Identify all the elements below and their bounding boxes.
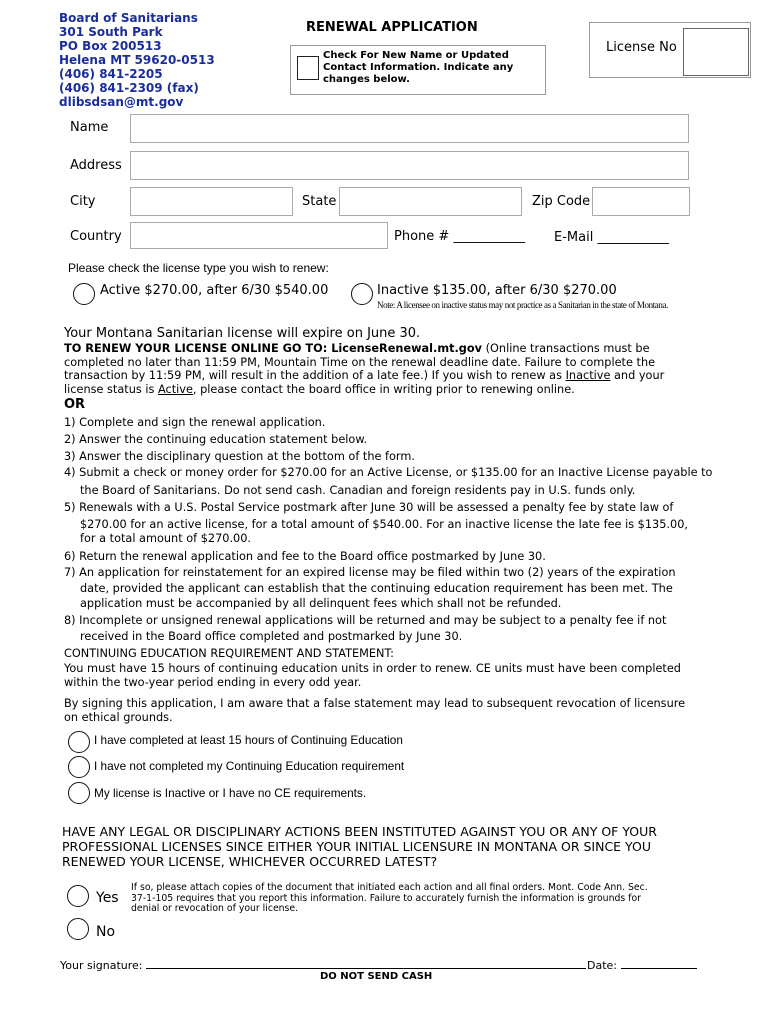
online-active-word: Active	[157, 382, 193, 396]
city-label: City	[70, 194, 96, 209]
step-5b: $270.00 for an active license, for a total amount of $540.00. For an inactive license the late fee is $135.00,	[80, 518, 688, 531]
inactive-radio[interactable]	[351, 283, 373, 305]
discipline-note-3: denial or revocation of your license.	[131, 903, 299, 914]
discipline-question	[62, 824, 657, 869]
step-8b: received in the Board office completed and postmarked by June 30.	[80, 630, 463, 643]
online-line4a: license status is	[64, 382, 158, 396]
step-3: 3) Answer the disciplinary question at the bottom of the form.	[64, 450, 415, 463]
discipline-yes-label: Yes	[96, 890, 119, 906]
zip-label: Zip Code	[532, 194, 591, 209]
signature-line[interactable]	[146, 958, 586, 969]
discipline-no-label: No	[96, 924, 116, 940]
ce-not-completed-radio[interactable]	[68, 756, 90, 778]
license-no-label: License No	[606, 40, 677, 55]
step-4a: 4) Submit a check or money order for $270.00 for an Active License, or $135.00 for an Inactive License payable to	[64, 466, 713, 479]
address-label: Address	[70, 158, 122, 173]
form-title: RENEWAL APPLICATION	[306, 20, 478, 35]
online-inactive-word: Inactive	[565, 369, 611, 383]
discipline-note-2: 37-1-105 requires that you report this information. Failure to accurately furnish the information is grounds for	[131, 892, 641, 904]
zip-input[interactable]	[592, 187, 690, 216]
state-label: State	[302, 194, 337, 209]
update-info-checkbox[interactable]	[297, 56, 319, 80]
expire-notice: Your Montana Sanitarian license will expire on June 30.	[64, 326, 421, 341]
email-label-text: E-Mail	[554, 230, 594, 245]
phone-label-text: Phone #	[394, 229, 450, 244]
ce-line-1: You must have 15 hours of continuing education units in order to renew. CE units must have been completed	[64, 662, 681, 675]
online-line1: (Online transactions must be	[482, 342, 650, 355]
active-radio[interactable]	[73, 283, 95, 305]
online-line3a: transaction by 11:59 PM, will result in the addition of a late fee.) If you wish to renew as	[64, 369, 566, 383]
online-line2: completed no later than 11:59 PM, Mountain Time on the renewal deadline date. Failure to complete the	[64, 355, 656, 369]
state-input[interactable]	[339, 187, 522, 216]
board-fax: (406) 841-2309 (fax)	[59, 81, 199, 95]
online-line4b: , please contact the board office in writing prior to renewing online.	[192, 382, 575, 396]
country-input[interactable]	[130, 222, 388, 249]
ce-heading: CONTINUING EDUCATION REQUIREMENT AND STATEMENT:	[64, 647, 394, 660]
board-contact	[59, 11, 215, 109]
phone-input[interactable]: ___________	[453, 229, 525, 244]
signature-row	[60, 958, 586, 972]
step-5a: 5) Renewals with a U.S. Postal Service postmark after June 30 will be assessed a penalty fee by state law of	[64, 501, 674, 514]
ce-inactive-label: My license is Inactive or I have no CE requirements.	[94, 786, 367, 800]
ce-inactive-radio[interactable]	[68, 782, 90, 804]
step-8a: 8) Incomplete or unsigned renewal applications will be returned and may be subject to a penalty fee if not	[64, 614, 667, 627]
ce-not-completed-label: I have not completed my Continuing Education requirement	[94, 759, 405, 773]
step-4b: the Board of Sanitarians. Do not send cash. Canadian and foreign residents pay in U.S. funds only.	[80, 484, 636, 497]
ce-line-2: within the two-year period ending in every odd year.	[64, 676, 362, 689]
license-no-input[interactable]	[683, 28, 749, 76]
ce-completed-radio[interactable]	[68, 731, 90, 753]
step-6: 6) Return the renewal application and fee to the Board office postmarked by June 30.	[64, 550, 546, 563]
step-7c: application must be accompanied by all delinquent fees which shall not be refunded.	[80, 597, 562, 610]
or-divider: OR	[64, 397, 86, 412]
email-label	[554, 230, 669, 245]
discipline-note	[131, 883, 648, 915]
discipline-q1: HAVE ANY LEGAL OR DISCIPLINARY ACTIONS BEEN INSTITUTED AGAINST YOU OR ANY OF YOUR	[62, 824, 657, 839]
date-line[interactable]	[621, 958, 697, 969]
email-input[interactable]: ___________	[597, 230, 669, 245]
online-heading: TO RENEW YOUR LICENSE ONLINE GO TO: LicenseRenewal.mt.gov	[64, 342, 483, 355]
discipline-q2: PROFESSIONAL LICENSES SINCE EITHER YOUR INITIAL LICENSURE IN MONTANA OR SINCE YOU	[62, 839, 651, 854]
address-input[interactable]	[130, 151, 689, 180]
step-1: 1) Complete and sign the renewal application.	[64, 416, 326, 429]
board-address-1: 301 South Park	[59, 25, 163, 39]
step-7a: 7) An application for reinstatement for an expired license may be filed within two (2) years of the expiration	[64, 566, 676, 579]
step-7b: date, provided the applicant can establish that the continuing education requirement has been met. The	[80, 582, 673, 595]
ce-sign-2: on ethical grounds.	[64, 711, 173, 724]
board-address-2: PO Box 200513	[59, 39, 162, 53]
board-phone: (406) 841-2205	[59, 67, 163, 81]
license-type-prompt: Please check the license type you wish to renew:	[68, 261, 329, 275]
date-row	[587, 958, 697, 972]
board-name: Board of Sanitarians	[59, 11, 198, 25]
no-cash-notice: DO NOT SEND CASH	[320, 971, 433, 982]
discipline-q3: RENEWED YOUR LICENSE, WHICHEVER OCCURRED LATEST?	[62, 854, 438, 869]
board-email: dlibsdsan@mt.gov	[59, 95, 184, 109]
board-address-3: Helena MT 59620-0513	[59, 53, 215, 67]
country-label: Country	[70, 229, 122, 244]
ce-sign-1: By signing this application, I am aware that a false statement may lead to subsequent revocation of licensure	[64, 697, 686, 710]
name-input[interactable]	[130, 114, 689, 143]
step-5c: for a total amount of $270.00.	[80, 532, 252, 545]
discipline-yes-radio[interactable]	[67, 885, 89, 907]
city-input[interactable]	[130, 187, 293, 216]
online-instructions	[64, 342, 744, 396]
phone-label	[394, 229, 525, 244]
name-label: Name	[70, 120, 109, 135]
active-option-label: Active $270.00, after 6/30 $540.00	[100, 283, 329, 298]
update-info-text: Check For New Name or Updated Contact Information. Indicate any changes below.	[323, 50, 514, 85]
online-line3b: and your	[610, 369, 665, 383]
discipline-note-1: If so, please attach copies of the document that initiated each action and all final orders. Mont. Code Ann. Sec.	[131, 882, 648, 893]
signature-label: Your signature:	[60, 959, 143, 972]
step-2: 2) Answer the continuing education statement below.	[64, 433, 368, 446]
inactive-note: Note: A licensee on inactive status may not practice as a Sanitarian in the state of Montana.	[377, 300, 668, 310]
ce-completed-label: I have completed at least 15 hours of Continuing Education	[94, 733, 403, 747]
inactive-option-label: Inactive $135.00, after 6/30 $270.00	[377, 283, 617, 298]
date-label: Date:	[587, 959, 617, 972]
discipline-no-radio[interactable]	[67, 918, 89, 940]
